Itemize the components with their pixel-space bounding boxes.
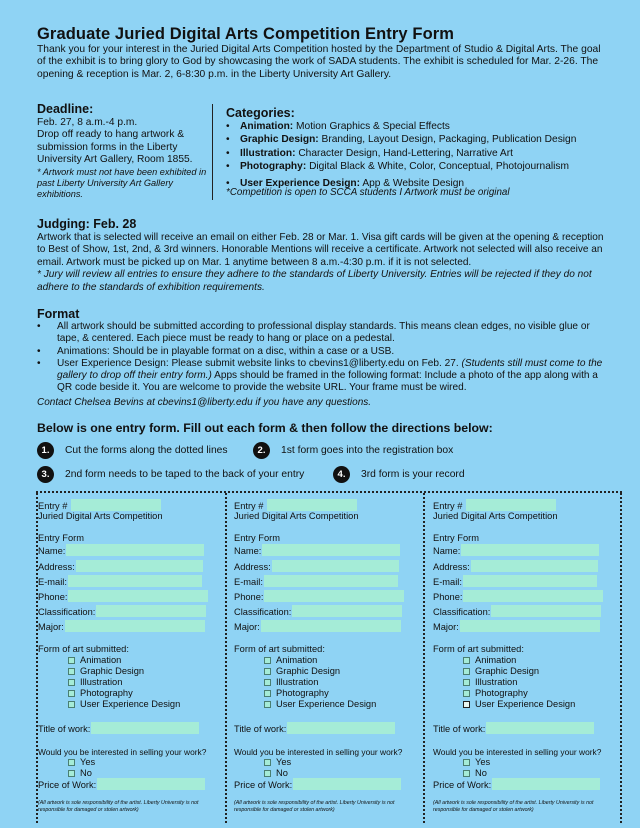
checkbox-icon[interactable]	[463, 679, 470, 686]
art-option-label: Photography	[80, 688, 133, 698]
art-option-label: User Experience Design	[475, 699, 576, 709]
direction-step	[37, 466, 304, 483]
sell-option-label: No	[80, 768, 92, 778]
entry-number-row	[433, 499, 556, 511]
judging-section	[37, 232, 612, 294]
address-field[interactable]	[76, 560, 203, 572]
name-label: Name:	[38, 546, 66, 556]
sell-question: Would you be interested in selling your work?	[234, 747, 403, 757]
art-option-ux-design[interactable]	[68, 699, 180, 709]
address-label: Address:	[38, 562, 75, 572]
email-row	[38, 575, 202, 587]
address-row	[234, 560, 399, 572]
form-subtitle: Juried Digital Arts Competition	[234, 511, 359, 521]
phone-field[interactable]	[264, 590, 404, 602]
sell-option-label: No	[475, 768, 487, 778]
sell-option-no[interactable]	[463, 768, 487, 778]
art-option-label: Graphic Design	[80, 666, 145, 676]
major-label: Major:	[38, 622, 64, 632]
major-field[interactable]	[460, 620, 600, 632]
sell-option-label: Yes	[475, 757, 491, 767]
email-label: E-mail:	[38, 577, 67, 587]
price-label: Price of Work:	[234, 780, 293, 790]
major-row	[234, 620, 401, 632]
checkbox-icon[interactable]	[68, 679, 75, 686]
email-label: E-mail:	[234, 577, 263, 587]
bullet-icon: •	[37, 321, 41, 332]
checkbox-icon[interactable]	[68, 701, 75, 708]
cut-line-horizontal	[36, 491, 622, 493]
deadline-date: Feb. 27, 8 a.m.-4 p.m.	[37, 117, 138, 128]
phone-label: Phone:	[38, 592, 68, 602]
format-ux-text: User Experience Design: Please submit website links to cbevins1@liberty.edu on Feb. 27.	[57, 357, 459, 369]
form-section-title: Entry Form	[234, 533, 280, 543]
major-field[interactable]	[65, 620, 205, 632]
checkbox-icon[interactable]	[68, 668, 75, 675]
classification-row	[433, 605, 601, 617]
direction-step	[37, 442, 228, 459]
art-option-illustration[interactable]	[463, 677, 517, 687]
title-of-work-field[interactable]	[91, 722, 199, 734]
art-form-heading: Form of art submitted:	[433, 644, 524, 654]
category-name: Photography:	[240, 161, 307, 173]
form-section-title: Entry Form	[433, 533, 479, 543]
art-option-animation[interactable]	[68, 655, 121, 665]
checkbox-icon[interactable]	[68, 770, 75, 777]
bullet-icon: •	[226, 134, 230, 146]
entry-number-label: Entry #	[433, 501, 463, 511]
major-label: Major:	[433, 622, 459, 632]
format-item-text: Animations: Should be in playable format on a disc, within a case or a USB.	[57, 345, 395, 357]
checkbox-icon[interactable]	[463, 759, 470, 766]
entry-number-field[interactable]	[267, 499, 357, 511]
art-option-ux-design[interactable]	[264, 699, 376, 709]
name-field[interactable]	[461, 544, 599, 556]
classification-label: Classification:	[433, 607, 491, 617]
classification-label: Classification:	[234, 607, 292, 617]
categories-heading: Categories:	[226, 106, 295, 120]
address-label: Address:	[433, 562, 470, 572]
art-option-illustration[interactable]	[68, 677, 122, 687]
entry-number-label: Entry #	[38, 501, 68, 511]
email-row	[433, 575, 597, 587]
major-row	[38, 620, 205, 632]
cut-line-vertical	[620, 493, 622, 823]
judging-body: Artwork that is selected will receive an email on either Feb. 28 or Mar. 1. Visa gift cards will be given at the opening & reception to Best of Show, 1st, 2nd, & 3rd winners. Honorable Mentions will receive a certificate. Artwork not selected will also receive an email. Artwork must be picked up on Mar. 1 anytime between 8 a.m.-4:30 p.m. if it is not selected.	[37, 232, 604, 268]
price-label: Price of Work:	[38, 780, 97, 790]
art-option-ux-design[interactable]	[463, 699, 575, 709]
categories-note: *Competition is open to SCCA students I Artwork must be original	[226, 187, 510, 198]
step-number-icon: 4.	[333, 466, 350, 483]
checkbox-icon[interactable]	[264, 770, 271, 777]
art-option-photography[interactable]	[463, 688, 528, 698]
form-subtitle: Juried Digital Arts Competition	[433, 511, 558, 521]
address-field[interactable]	[471, 560, 598, 572]
classification-field[interactable]	[292, 605, 402, 617]
directions-heading: Below is one entry form. Fill out each form & then follow the directions below:	[37, 421, 493, 435]
format-item	[37, 346, 607, 358]
bullet-icon: •	[226, 161, 230, 173]
email-field[interactable]	[264, 575, 398, 587]
form-disclaimer: (All artwork is sole responsibility of the artist. Liberty University is not responsible for damaged or stolen artwork)	[433, 800, 594, 813]
major-row	[433, 620, 600, 632]
step-number-icon: 3.	[37, 466, 54, 483]
classification-row	[38, 605, 206, 617]
step-text: Cut the forms along the dotted lines	[65, 445, 228, 456]
art-form-heading: Form of art submitted:	[38, 644, 129, 654]
sell-option-yes[interactable]	[68, 757, 95, 767]
checkbox-icon[interactable]	[264, 759, 271, 766]
phone-row	[234, 590, 404, 602]
art-option-label: Illustration	[80, 677, 123, 687]
judging-note: * Jury will review all entries to ensure they adhere to the standards of Liberty University. Entries will be rejected if they do not adhere to the standards of exhibition requirements.	[37, 269, 592, 293]
classification-field[interactable]	[491, 605, 601, 617]
category-name: Graphic Design:	[240, 134, 319, 146]
sell-question: Would you be interested in selling your work?	[38, 747, 207, 757]
art-option-label: Graphic Design	[475, 666, 540, 676]
email-field[interactable]	[68, 575, 202, 587]
step-text: 3rd form is your record	[361, 469, 465, 480]
price-row	[234, 778, 401, 790]
step-number-icon: 1.	[37, 442, 54, 459]
art-option-photography[interactable]	[264, 688, 329, 698]
format-list	[37, 321, 607, 395]
address-row	[433, 560, 598, 572]
judging-heading: Judging: Feb. 28	[37, 217, 137, 231]
name-row	[38, 544, 204, 556]
title-of-work-label: Title of work:	[433, 724, 486, 734]
category-item	[226, 133, 626, 146]
form-disclaimer: (All artwork is sole responsibility of the artist. Liberty University is not responsible for damaged or stolen artwork)	[234, 800, 395, 813]
phone-row	[38, 590, 208, 602]
art-option-graphic-design[interactable]	[68, 666, 144, 676]
email-label: E-mail:	[433, 577, 462, 587]
price-label: Price of Work:	[433, 780, 492, 790]
art-option-animation[interactable]	[463, 655, 516, 665]
format-ux-apps: Apps should be framed in the following format: Include a photo of the app along with a QR code beside it. You are welcome to provide the website URL. Your frame must be wired.	[57, 370, 598, 394]
title-of-work-field[interactable]	[486, 722, 594, 734]
deadline-section	[37, 117, 207, 200]
phone-field[interactable]	[68, 590, 208, 602]
art-option-label: User Experience Design	[80, 699, 181, 709]
name-field[interactable]	[262, 544, 400, 556]
step-number-icon: 2.	[253, 442, 270, 459]
art-option-label: Photography	[475, 688, 528, 698]
address-label: Address:	[234, 562, 271, 572]
checkbox-icon[interactable]	[463, 690, 470, 697]
category-item	[226, 147, 626, 160]
art-option-label: Photography	[276, 688, 329, 698]
bullet-icon: •	[37, 345, 41, 357]
entry-number-row	[38, 499, 161, 511]
classification-field[interactable]	[96, 605, 206, 617]
checkbox-icon[interactable]	[264, 668, 271, 675]
title-of-work-label: Title of work:	[38, 724, 91, 734]
deadline-details: Drop off ready to hang artwork & submission forms in the Liberty University Art Gallery, Room 1855.	[37, 129, 193, 166]
name-row	[433, 544, 599, 556]
category-desc: Branding, Layout Design, Packaging, Publication Design	[321, 134, 577, 146]
form-section-title: Entry Form	[38, 533, 84, 543]
checkbox-icon[interactable]	[264, 701, 271, 708]
direction-step	[333, 466, 465, 483]
section-divider	[212, 104, 213, 200]
checkbox-icon[interactable]	[463, 657, 470, 664]
sell-option-yes[interactable]	[463, 757, 490, 767]
format-item	[37, 321, 607, 346]
sell-option-no[interactable]	[68, 768, 92, 778]
name-label: Name:	[433, 546, 461, 556]
art-option-label: Graphic Design	[276, 666, 341, 676]
category-desc: Digital Black & White, Color, Conceptual, Photojournalism	[309, 161, 569, 173]
contact-line: Contact Chelsea Bevins at cbevins1@liberty.edu if you have any questions.	[37, 397, 372, 408]
bullet-icon: •	[37, 357, 41, 369]
step-text: 2nd form needs to be taped to the back of your entry	[65, 469, 305, 480]
entry-number-field[interactable]	[466, 499, 556, 511]
category-desc: Motion Graphics & Special Effects	[296, 121, 450, 132]
format-heading: Format	[37, 307, 80, 321]
category-item	[226, 120, 626, 133]
art-option-label: Illustration	[475, 677, 518, 687]
sell-option-yes[interactable]	[264, 757, 291, 767]
art-option-photography[interactable]	[68, 688, 133, 698]
bullet-icon: •	[226, 121, 230, 132]
checkbox-icon[interactable]	[68, 759, 75, 766]
checkbox-icon[interactable]	[264, 679, 271, 686]
checkbox-icon[interactable]	[68, 657, 75, 664]
cut-line-vertical	[423, 493, 425, 823]
title-of-work-label: Title of work:	[234, 724, 287, 734]
price-field[interactable]	[97, 778, 205, 790]
address-row	[38, 560, 203, 572]
art-option-label: User Experience Design	[276, 699, 377, 709]
address-field[interactable]	[272, 560, 399, 572]
sell-option-no[interactable]	[264, 768, 288, 778]
title-of-work-row	[38, 722, 199, 734]
phone-row	[433, 590, 603, 602]
email-field[interactable]	[463, 575, 597, 587]
category-desc: App & Website Design	[362, 177, 465, 189]
art-option-label: Animation	[80, 655, 122, 665]
category-name: Animation:	[240, 121, 294, 132]
classification-row	[234, 605, 402, 617]
category-item	[226, 160, 626, 173]
entry-number-row	[234, 499, 357, 511]
checkbox-icon[interactable]	[463, 668, 470, 675]
categories-list	[226, 120, 626, 190]
bullet-icon: •	[226, 177, 230, 189]
name-row	[234, 544, 400, 556]
phone-label: Phone:	[433, 592, 463, 602]
page-title: Graduate Juried Digital Arts Competition Entry Form	[37, 25, 455, 43]
name-label: Name:	[234, 546, 262, 556]
art-option-illustration[interactable]	[264, 677, 318, 687]
price-field[interactable]	[492, 778, 600, 790]
major-label: Major:	[234, 622, 260, 632]
entry-number-label: Entry #	[234, 501, 264, 511]
title-of-work-row	[433, 722, 594, 734]
deadline-note: * Artwork must not have been exhibited in past Liberty University Art Gallery exhibitions.	[37, 166, 207, 199]
step-text: 1st form goes into the registration box	[281, 445, 454, 456]
checkbox-icon[interactable]	[68, 690, 75, 697]
art-option-label: Illustration	[276, 677, 319, 687]
cut-line-vertical	[225, 493, 227, 823]
price-row	[433, 778, 600, 790]
art-option-label: Animation	[475, 655, 517, 665]
category-name: Illustration:	[240, 147, 296, 159]
art-option-graphic-design[interactable]	[264, 666, 340, 676]
art-form-heading: Form of art submitted:	[234, 644, 325, 654]
format-item-text: All artwork should be submitted according to professional display standards. This means clean edges, no visible glue or tape, & centered. Each piece must be ready to hang or place on a pedestal.	[57, 321, 590, 345]
direction-step	[253, 442, 453, 459]
title-of-work-row	[234, 722, 395, 734]
checkbox-icon[interactable]	[264, 690, 271, 697]
art-option-graphic-design[interactable]	[463, 666, 539, 676]
phone-label: Phone:	[234, 592, 264, 602]
checkbox-icon[interactable]	[463, 701, 470, 708]
form-disclaimer: (All artwork is sole responsibility of the artist. Liberty University is not responsible for damaged or stolen artwork)	[38, 800, 199, 813]
sell-option-label: No	[276, 768, 288, 778]
format-item	[37, 358, 607, 395]
art-option-animation[interactable]	[264, 655, 317, 665]
sell-option-label: Yes	[80, 757, 96, 767]
checkbox-icon[interactable]	[264, 657, 271, 664]
category-name: User Experience Design:	[240, 177, 361, 189]
major-field[interactable]	[261, 620, 401, 632]
sell-option-label: Yes	[276, 757, 292, 767]
classification-label: Classification:	[38, 607, 96, 617]
deadline-heading: Deadline:	[37, 102, 94, 116]
checkbox-icon[interactable]	[463, 770, 470, 777]
format-item-text	[57, 358, 607, 395]
title-of-work-field[interactable]	[287, 722, 395, 734]
price-row	[38, 778, 205, 790]
art-option-label: Animation	[276, 655, 318, 665]
phone-field[interactable]	[463, 590, 603, 602]
intro-paragraph: Thank you for your interest in the Juried Digital Arts Competition hosted by the Department of Studio & Digital Arts. The goal of the exhibit is to bring glory to God by showcasing the work of SADA students. The exhibit is scheduled for Mar. 2-26. The opening & reception is Mar. 2, 6-8:30 p.m. in the Liberty University Art Gallery.	[37, 44, 601, 80]
name-field[interactable]	[66, 544, 204, 556]
sell-question: Would you be interested in selling your work?	[433, 747, 602, 757]
email-row	[234, 575, 398, 587]
category-desc: Character Design, Hand-Lettering, Narrative Art	[298, 147, 513, 159]
format-ux-note: (Students still must come to the gallery to drop off their entry form.)	[57, 357, 603, 382]
form-subtitle: Juried Digital Arts Competition	[38, 511, 163, 521]
bullet-icon: •	[226, 147, 230, 159]
price-field[interactable]	[293, 778, 401, 790]
entry-number-field[interactable]	[71, 499, 161, 511]
